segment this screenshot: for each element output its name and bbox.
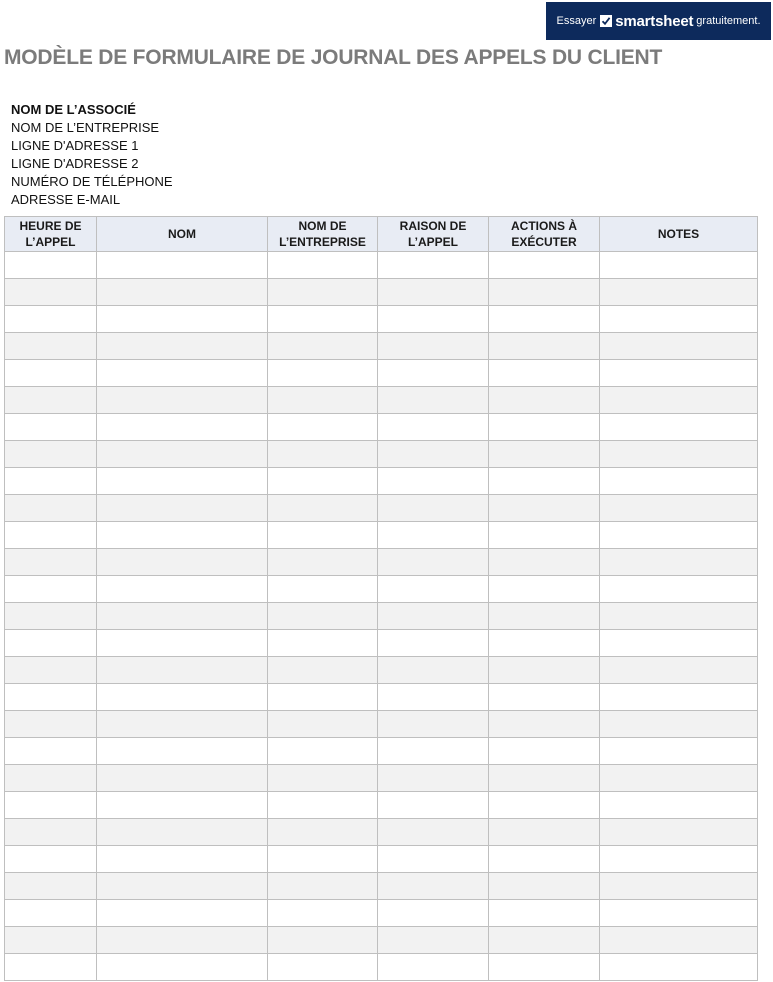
actions-cell[interactable] bbox=[489, 441, 600, 468]
smartsheet-trial-banner[interactable] bbox=[546, 2, 771, 40]
call-reason-cell[interactable] bbox=[378, 279, 489, 306]
company-cell[interactable] bbox=[268, 414, 378, 441]
company-cell[interactable] bbox=[268, 279, 378, 306]
actions-cell[interactable] bbox=[489, 819, 600, 846]
call-reason-cell[interactable] bbox=[378, 792, 489, 819]
address-line-2: LIGNE D'ADRESSE 2 bbox=[11, 156, 139, 171]
table-row bbox=[5, 468, 758, 495]
company-cell[interactable] bbox=[268, 792, 378, 819]
call-time-cell[interactable] bbox=[5, 738, 97, 765]
notes-cell[interactable] bbox=[600, 522, 758, 549]
call-reason-cell[interactable] bbox=[378, 603, 489, 630]
actions-cell[interactable] bbox=[489, 927, 600, 954]
contact-info-block bbox=[11, 101, 173, 209]
name-cell[interactable] bbox=[97, 414, 268, 441]
company-cell[interactable] bbox=[268, 549, 378, 576]
name-cell[interactable] bbox=[97, 792, 268, 819]
actions-cell[interactable] bbox=[489, 630, 600, 657]
name-cell[interactable] bbox=[97, 765, 268, 792]
company-cell[interactable] bbox=[268, 387, 378, 414]
notes-cell[interactable] bbox=[600, 846, 758, 873]
table-row bbox=[5, 522, 758, 549]
table-row bbox=[5, 657, 758, 684]
address-line-1: LIGNE D'ADRESSE 1 bbox=[11, 138, 139, 153]
company-cell[interactable] bbox=[268, 360, 378, 387]
email-address: ADRESSE E-MAIL bbox=[11, 192, 121, 207]
notes-cell[interactable] bbox=[600, 711, 758, 738]
table-row bbox=[5, 252, 758, 279]
company-cell[interactable] bbox=[268, 738, 378, 765]
call-time-cell[interactable] bbox=[5, 630, 97, 657]
company-cell[interactable] bbox=[268, 684, 378, 711]
notes-cell[interactable] bbox=[600, 954, 758, 981]
column-header-call-reason: RAISON DE L’APPEL bbox=[378, 217, 489, 252]
table-row bbox=[5, 927, 758, 954]
company-cell[interactable] bbox=[268, 873, 378, 900]
call-time-cell[interactable] bbox=[5, 441, 97, 468]
call-time-cell[interactable] bbox=[5, 360, 97, 387]
name-cell[interactable] bbox=[97, 954, 268, 981]
actions-cell[interactable] bbox=[489, 252, 600, 279]
actions-cell[interactable] bbox=[489, 522, 600, 549]
notes-cell[interactable] bbox=[600, 468, 758, 495]
page-title: MODÈLE DE FORMULAIRE DE JOURNAL DES APPELS DU CLIENT bbox=[4, 46, 663, 69]
company-cell[interactable] bbox=[268, 630, 378, 657]
notes-cell[interactable] bbox=[600, 441, 758, 468]
name-cell[interactable] bbox=[97, 738, 268, 765]
name-cell[interactable] bbox=[97, 927, 268, 954]
name-cell[interactable] bbox=[97, 468, 268, 495]
company-cell[interactable] bbox=[268, 306, 378, 333]
phone-number: NUMÉRO DE TÉLÉPHONE bbox=[11, 174, 173, 189]
call-reason-cell[interactable] bbox=[378, 495, 489, 522]
call-time-cell[interactable] bbox=[5, 819, 97, 846]
call-reason-cell[interactable] bbox=[378, 414, 489, 441]
notes-cell[interactable] bbox=[600, 333, 758, 360]
actions-cell[interactable] bbox=[489, 792, 600, 819]
name-cell[interactable] bbox=[97, 684, 268, 711]
call-time-cell[interactable] bbox=[5, 684, 97, 711]
actions-cell[interactable] bbox=[489, 657, 600, 684]
table-row bbox=[5, 711, 758, 738]
actions-cell[interactable] bbox=[489, 873, 600, 900]
actions-cell[interactable] bbox=[489, 333, 600, 360]
actions-cell[interactable] bbox=[489, 846, 600, 873]
table-row bbox=[5, 387, 758, 414]
notes-cell[interactable] bbox=[600, 684, 758, 711]
call-time-cell[interactable] bbox=[5, 765, 97, 792]
name-cell[interactable] bbox=[97, 387, 268, 414]
call-log-table bbox=[4, 216, 758, 981]
column-header-name: NOM bbox=[97, 217, 268, 252]
name-cell[interactable] bbox=[97, 603, 268, 630]
name-cell[interactable] bbox=[97, 711, 268, 738]
table-row bbox=[5, 792, 758, 819]
company-name: NOM DE L’ENTREPRISE bbox=[11, 120, 160, 135]
name-cell[interactable] bbox=[97, 846, 268, 873]
table-row bbox=[5, 684, 758, 711]
actions-cell[interactable] bbox=[489, 387, 600, 414]
company-cell[interactable] bbox=[268, 252, 378, 279]
call-reason-cell[interactable] bbox=[378, 522, 489, 549]
name-cell[interactable] bbox=[97, 279, 268, 306]
name-cell[interactable] bbox=[97, 549, 268, 576]
actions-cell[interactable] bbox=[489, 306, 600, 333]
table-row bbox=[5, 495, 758, 522]
actions-cell[interactable] bbox=[489, 765, 600, 792]
call-time-cell[interactable] bbox=[5, 657, 97, 684]
name-cell[interactable] bbox=[97, 333, 268, 360]
notes-cell[interactable] bbox=[600, 279, 758, 306]
company-cell[interactable] bbox=[268, 819, 378, 846]
actions-cell[interactable] bbox=[489, 360, 600, 387]
call-reason-cell[interactable] bbox=[378, 873, 489, 900]
notes-cell[interactable] bbox=[600, 657, 758, 684]
table-row bbox=[5, 441, 758, 468]
call-reason-cell[interactable] bbox=[378, 333, 489, 360]
table-row bbox=[5, 279, 758, 306]
table-row bbox=[5, 549, 758, 576]
call-time-cell[interactable] bbox=[5, 900, 97, 927]
name-cell[interactable] bbox=[97, 819, 268, 846]
name-cell[interactable] bbox=[97, 873, 268, 900]
call-time-cell[interactable] bbox=[5, 603, 97, 630]
column-header-notes: NOTES bbox=[600, 217, 758, 252]
company-cell[interactable] bbox=[268, 900, 378, 927]
notes-cell[interactable] bbox=[600, 630, 758, 657]
call-reason-cell[interactable] bbox=[378, 549, 489, 576]
table-row bbox=[5, 306, 758, 333]
call-time-cell[interactable] bbox=[5, 387, 97, 414]
call-time-cell[interactable] bbox=[5, 468, 97, 495]
notes-cell[interactable] bbox=[600, 603, 758, 630]
call-reason-cell[interactable] bbox=[378, 306, 489, 333]
notes-cell[interactable] bbox=[600, 549, 758, 576]
company-cell[interactable] bbox=[268, 333, 378, 360]
name-cell[interactable] bbox=[97, 630, 268, 657]
banner-brand-label: smartsheet bbox=[615, 12, 694, 30]
table-row bbox=[5, 603, 758, 630]
name-cell[interactable] bbox=[97, 495, 268, 522]
notes-cell[interactable] bbox=[600, 900, 758, 927]
call-time-cell[interactable] bbox=[5, 927, 97, 954]
company-cell[interactable] bbox=[268, 846, 378, 873]
actions-cell[interactable] bbox=[489, 738, 600, 765]
actions-cell[interactable] bbox=[489, 414, 600, 441]
column-header-company: NOM DE L’ENTREPRISE bbox=[268, 217, 378, 252]
checkmark-logo-icon bbox=[600, 15, 612, 27]
associate-name: NOM DE L’ASSOCIÉ bbox=[11, 102, 136, 117]
name-cell[interactable] bbox=[97, 657, 268, 684]
actions-cell[interactable] bbox=[489, 684, 600, 711]
company-cell[interactable] bbox=[268, 927, 378, 954]
actions-cell[interactable] bbox=[489, 495, 600, 522]
call-time-cell[interactable] bbox=[5, 306, 97, 333]
call-time-cell[interactable] bbox=[5, 549, 97, 576]
notes-cell[interactable] bbox=[600, 738, 758, 765]
name-cell[interactable] bbox=[97, 900, 268, 927]
call-time-cell[interactable] bbox=[5, 495, 97, 522]
banner-try-label: Essayer bbox=[556, 15, 597, 27]
call-reason-cell[interactable] bbox=[378, 846, 489, 873]
table-row bbox=[5, 630, 758, 657]
call-reason-cell[interactable] bbox=[378, 765, 489, 792]
call-reason-cell[interactable] bbox=[378, 630, 489, 657]
notes-cell[interactable] bbox=[600, 360, 758, 387]
company-cell[interactable] bbox=[268, 603, 378, 630]
column-header-actions: ACTIONS À EXÉCUTER bbox=[489, 217, 600, 252]
call-time-cell[interactable] bbox=[5, 846, 97, 873]
notes-cell[interactable] bbox=[600, 927, 758, 954]
table-row bbox=[5, 900, 758, 927]
company-cell[interactable] bbox=[268, 576, 378, 603]
actions-cell[interactable] bbox=[489, 468, 600, 495]
table-row bbox=[5, 738, 758, 765]
actions-cell[interactable] bbox=[489, 954, 600, 981]
table-row bbox=[5, 873, 758, 900]
company-cell[interactable] bbox=[268, 522, 378, 549]
table-row bbox=[5, 333, 758, 360]
name-cell[interactable] bbox=[97, 576, 268, 603]
call-reason-cell[interactable] bbox=[378, 360, 489, 387]
notes-cell[interactable] bbox=[600, 765, 758, 792]
company-cell[interactable] bbox=[268, 441, 378, 468]
company-cell[interactable] bbox=[268, 954, 378, 981]
call-reason-cell[interactable] bbox=[378, 468, 489, 495]
call-reason-cell[interactable] bbox=[378, 819, 489, 846]
name-cell[interactable] bbox=[97, 306, 268, 333]
call-time-cell[interactable] bbox=[5, 279, 97, 306]
call-reason-cell[interactable] bbox=[378, 927, 489, 954]
table-row bbox=[5, 360, 758, 387]
table-body bbox=[5, 252, 758, 981]
table-row bbox=[5, 819, 758, 846]
table-row bbox=[5, 954, 758, 981]
call-reason-cell[interactable] bbox=[378, 576, 489, 603]
name-cell[interactable] bbox=[97, 252, 268, 279]
notes-cell[interactable] bbox=[600, 792, 758, 819]
actions-cell[interactable] bbox=[489, 279, 600, 306]
table-header-row bbox=[5, 217, 758, 252]
company-cell[interactable] bbox=[268, 495, 378, 522]
actions-cell[interactable] bbox=[489, 711, 600, 738]
actions-cell[interactable] bbox=[489, 603, 600, 630]
column-header-call-time: HEURE DE L’APPEL bbox=[5, 217, 97, 252]
call-reason-cell[interactable] bbox=[378, 900, 489, 927]
call-time-cell[interactable] bbox=[5, 954, 97, 981]
actions-cell[interactable] bbox=[489, 576, 600, 603]
name-cell[interactable] bbox=[97, 522, 268, 549]
company-cell[interactable] bbox=[268, 657, 378, 684]
notes-cell[interactable] bbox=[600, 387, 758, 414]
notes-cell[interactable] bbox=[600, 414, 758, 441]
name-cell[interactable] bbox=[97, 441, 268, 468]
notes-cell[interactable] bbox=[600, 819, 758, 846]
name-cell[interactable] bbox=[97, 360, 268, 387]
call-time-cell[interactable] bbox=[5, 792, 97, 819]
banner-free-label: gratuitement. bbox=[696, 15, 761, 27]
table-row bbox=[5, 765, 758, 792]
table-row bbox=[5, 576, 758, 603]
company-cell[interactable] bbox=[268, 765, 378, 792]
actions-cell[interactable] bbox=[489, 900, 600, 927]
table-row bbox=[5, 414, 758, 441]
notes-cell[interactable] bbox=[600, 252, 758, 279]
call-reason-cell[interactable] bbox=[378, 684, 489, 711]
company-cell[interactable] bbox=[268, 468, 378, 495]
call-time-cell[interactable] bbox=[5, 333, 97, 360]
call-time-cell[interactable] bbox=[5, 414, 97, 441]
call-time-cell[interactable] bbox=[5, 576, 97, 603]
call-reason-cell[interactable] bbox=[378, 954, 489, 981]
call-reason-cell[interactable] bbox=[378, 657, 489, 684]
call-time-cell[interactable] bbox=[5, 873, 97, 900]
notes-cell[interactable] bbox=[600, 576, 758, 603]
call-reason-cell[interactable] bbox=[378, 738, 489, 765]
call-time-cell[interactable] bbox=[5, 522, 97, 549]
table-row bbox=[5, 846, 758, 873]
call-reason-cell[interactable] bbox=[378, 441, 489, 468]
call-reason-cell[interactable] bbox=[378, 387, 489, 414]
call-reason-cell[interactable] bbox=[378, 252, 489, 279]
notes-cell[interactable] bbox=[600, 495, 758, 522]
notes-cell[interactable] bbox=[600, 873, 758, 900]
company-cell[interactable] bbox=[268, 711, 378, 738]
actions-cell[interactable] bbox=[489, 549, 600, 576]
notes-cell[interactable] bbox=[600, 306, 758, 333]
call-reason-cell[interactable] bbox=[378, 711, 489, 738]
call-time-cell[interactable] bbox=[5, 711, 97, 738]
call-time-cell[interactable] bbox=[5, 252, 97, 279]
